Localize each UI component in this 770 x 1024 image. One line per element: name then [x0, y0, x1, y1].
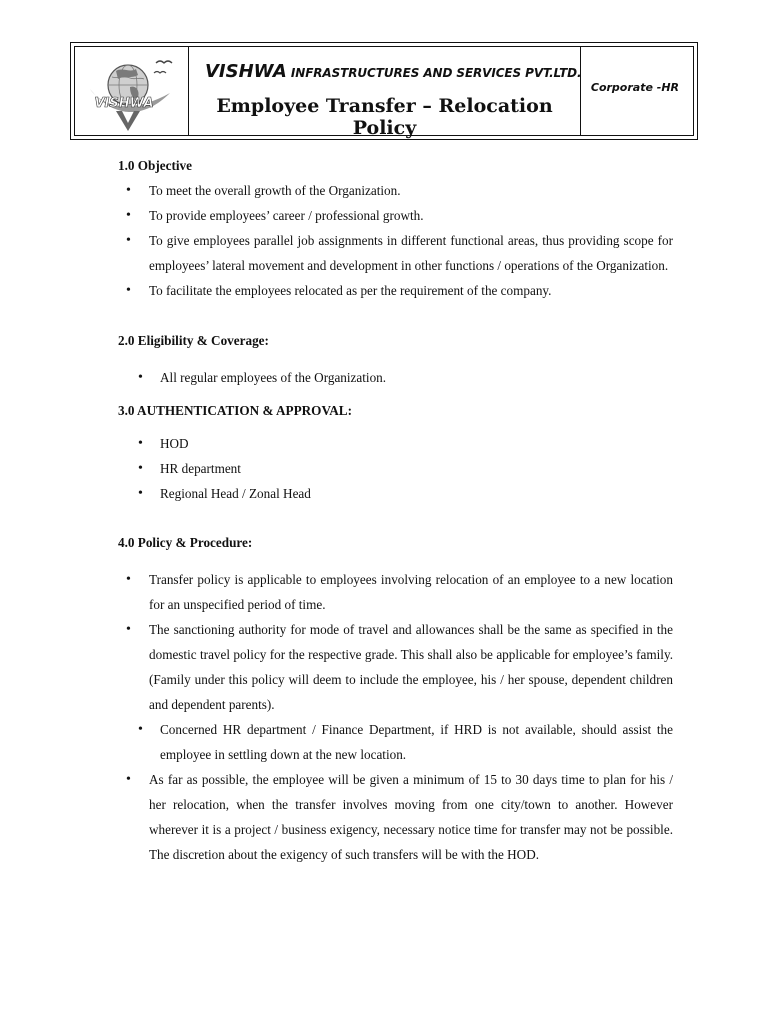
list-item: • As far as possible, the employee will be given a minimum of 15 to 30 days time to plan for his / her relocation, when the transfer involves moving from one city/town to another. However wherever it is a project / business exigency, necessary notice time for transfer may not be possible. The discretion about the exigency of such transfers will be with the HOD. — [118, 767, 673, 867]
v-mark-icon — [116, 111, 140, 131]
header-table — [74, 46, 694, 139]
objective-list — [118, 178, 673, 303]
list-item: • To facilitate the employees relocated as per the requirement of the company. — [118, 278, 673, 303]
document-header — [70, 42, 698, 140]
logo-text: VISHWA — [93, 96, 154, 111]
birds-icon — [154, 61, 172, 73]
section-heading-authentication: 3.0 AUTHENTICATION & APPROVAL: — [118, 403, 352, 418]
section-heading-eligibility: 2.0 Eligibility & Coverage: — [118, 333, 269, 348]
logo-cell — [75, 47, 189, 135]
department-cell — [581, 47, 693, 135]
section-heading-policy: 4.0 Policy & Procedure: — [118, 535, 253, 550]
list-item: • The sanctioning authority for mode of travel and allowances shall be the same as specified in the domestic travel policy for the respective grade. This shall also be applicable for employee’s family. (Family under this policy will deem to include the employee, his / her spouse, dependent children and dependent parents). — [118, 617, 673, 717]
company-logo — [84, 49, 180, 133]
eligibility-list — [118, 365, 673, 390]
company-brand: VISHWA — [205, 61, 287, 82]
list-item: • To give employees parallel job assignments in different functional areas, thus providing scope for employees’ lateral movement and development in other functions / operations of the Organization. — [118, 228, 673, 278]
list-item: • HR department — [118, 456, 673, 481]
policy-title: Employee Transfer – Relocation Policy — [216, 95, 553, 139]
document-body — [118, 153, 673, 867]
list-item: • Concerned HR department / Finance Department, if HRD is not available, should assist the employee in settling down at the new location. — [118, 717, 673, 767]
section-heading-objective: 1.0 Objective — [118, 158, 192, 173]
company-suffix: INFRASTRUCTURES AND SERVICES PVT.LTD. — [286, 66, 582, 80]
list-item: • Transfer policy is applicable to employees involving relocation of an employee to a new location for an unspecified period of time. — [118, 567, 673, 617]
authentication-list — [118, 431, 673, 506]
title-cell — [189, 47, 582, 139]
list-item: • Regional Head / Zonal Head — [118, 481, 673, 506]
list-item: • To provide employees’ career / professional growth. — [118, 203, 673, 228]
policy-list — [118, 567, 673, 867]
list-item: • All regular employees of the Organization. — [118, 365, 673, 390]
list-item: • To meet the overall growth of the Organization. — [118, 178, 673, 203]
company-name — [205, 61, 582, 82]
list-item: • HOD — [118, 431, 673, 456]
department-label: Corporate -HR — [590, 81, 679, 94]
